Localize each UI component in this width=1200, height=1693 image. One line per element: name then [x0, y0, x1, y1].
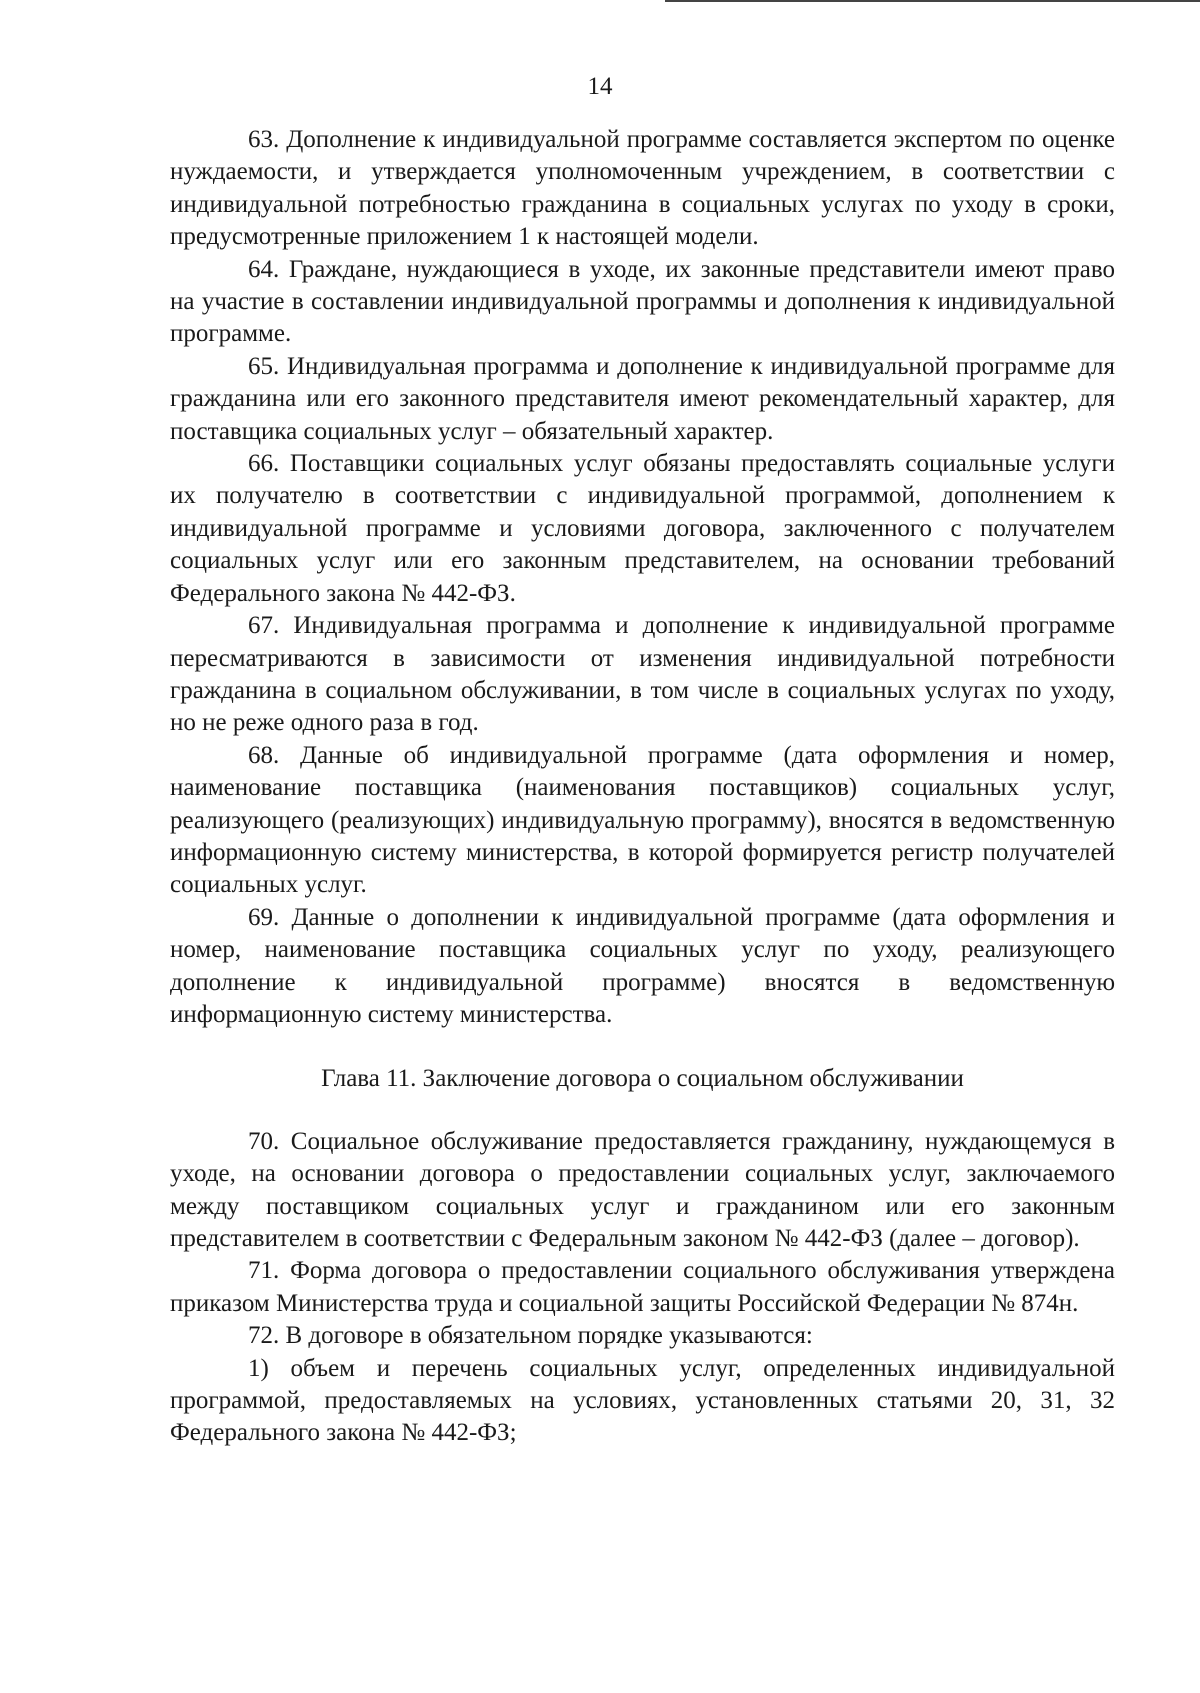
document-body [170, 124, 1115, 1450]
paragraph-67: 67. Индивидуальная программа и дополнение к индивидуальной программе пересматриваются в зависимости от изменения индивидуальной потребности гражданина в социальном обслуживании, в том числе в социальных услугах по уходу, но не реже одного раза в год. [170, 612, 1115, 737]
paragraph-64: 64. Граждане, нуждающиеся в уходе, их законные представители имеют право на участие в составлении индивидуальной программы и дополнения к индивидуальной программе. [170, 255, 1115, 348]
top-rule [665, 0, 1200, 2]
paragraph-63: 63. Дополнение к индивидуальной программе составляется экспертом по оценке нуждаемости, и утверждается уполномоченным учреждением, в соответствии с индивидуальной потребностью гражданина в социальных услугах по уходу в сроки, предусмотренные приложением 1 к настоящей модели. [170, 126, 1115, 251]
paragraph-72-item-1: 1) объем и перечень социальных услуг, определенных индивидуальной программой, предоставляемых на условиях, установленных статьями 20, 31, 32 Федерального закона № 442-ФЗ; [170, 1354, 1115, 1447]
paragraph-66: 66. Поставщики социальных услуг обязаны предоставлять социальные услуги их получателю в соответствии с индивидуальной программой, дополнением к индивидуальной программе и условиями договора, заключенного с получателем социальных услуг или его законным представителем, на основании требований Федерального закона № 442-ФЗ. [170, 450, 1115, 607]
paragraph-68: 68. Данные об индивидуальной программе (дата оформления и номер, наименование поставщика (наименования поставщиков) социальных услуг, реализующего (реализующих) индивидуальную программу), вносятся в ведомственную информационную систему министерства, в которой формируется регистр получателей социальных услуг. [170, 741, 1115, 899]
chapter-title: Глава 11. Заключение договора о социальном обслуживании [321, 1065, 964, 1093]
paragraph-70: 70. Социальное обслуживание предоставляется гражданину, нуждающемуся в уходе, на основании договора о предоставлении социальных услуг, заключаемого между поставщиком социальных услуг и гражданином или его законным представителем в соответствии с Федеральным законом № 442-ФЗ (далее – договор). [170, 1127, 1115, 1252]
paragraph-69: 69. Данные о дополнении к индивидуальной программе (дата оформления и номер, наименование поставщика социальных услуг по уходу, реализующего дополнение к индивидуальной программе) вносятся в ведомственную информационную систему министерства. [170, 903, 1115, 1028]
paragraph-71: 71. Форма договора о предоставлении социального обслуживания утверждена приказом Министерства труда и социальной защиты Российской Федерации № 874н. [170, 1257, 1115, 1317]
paragraph-65: 65. Индивидуальная программа и дополнение к индивидуальной программе для гражданина или его законного представителя имеют рекомендательный характер, для поставщика социальных услуг – обязательный характер. [170, 352, 1115, 445]
paragraph-72: 72. В договоре в обязательном порядке указываются: [248, 1322, 813, 1350]
page-number: 14 [587, 73, 613, 100]
